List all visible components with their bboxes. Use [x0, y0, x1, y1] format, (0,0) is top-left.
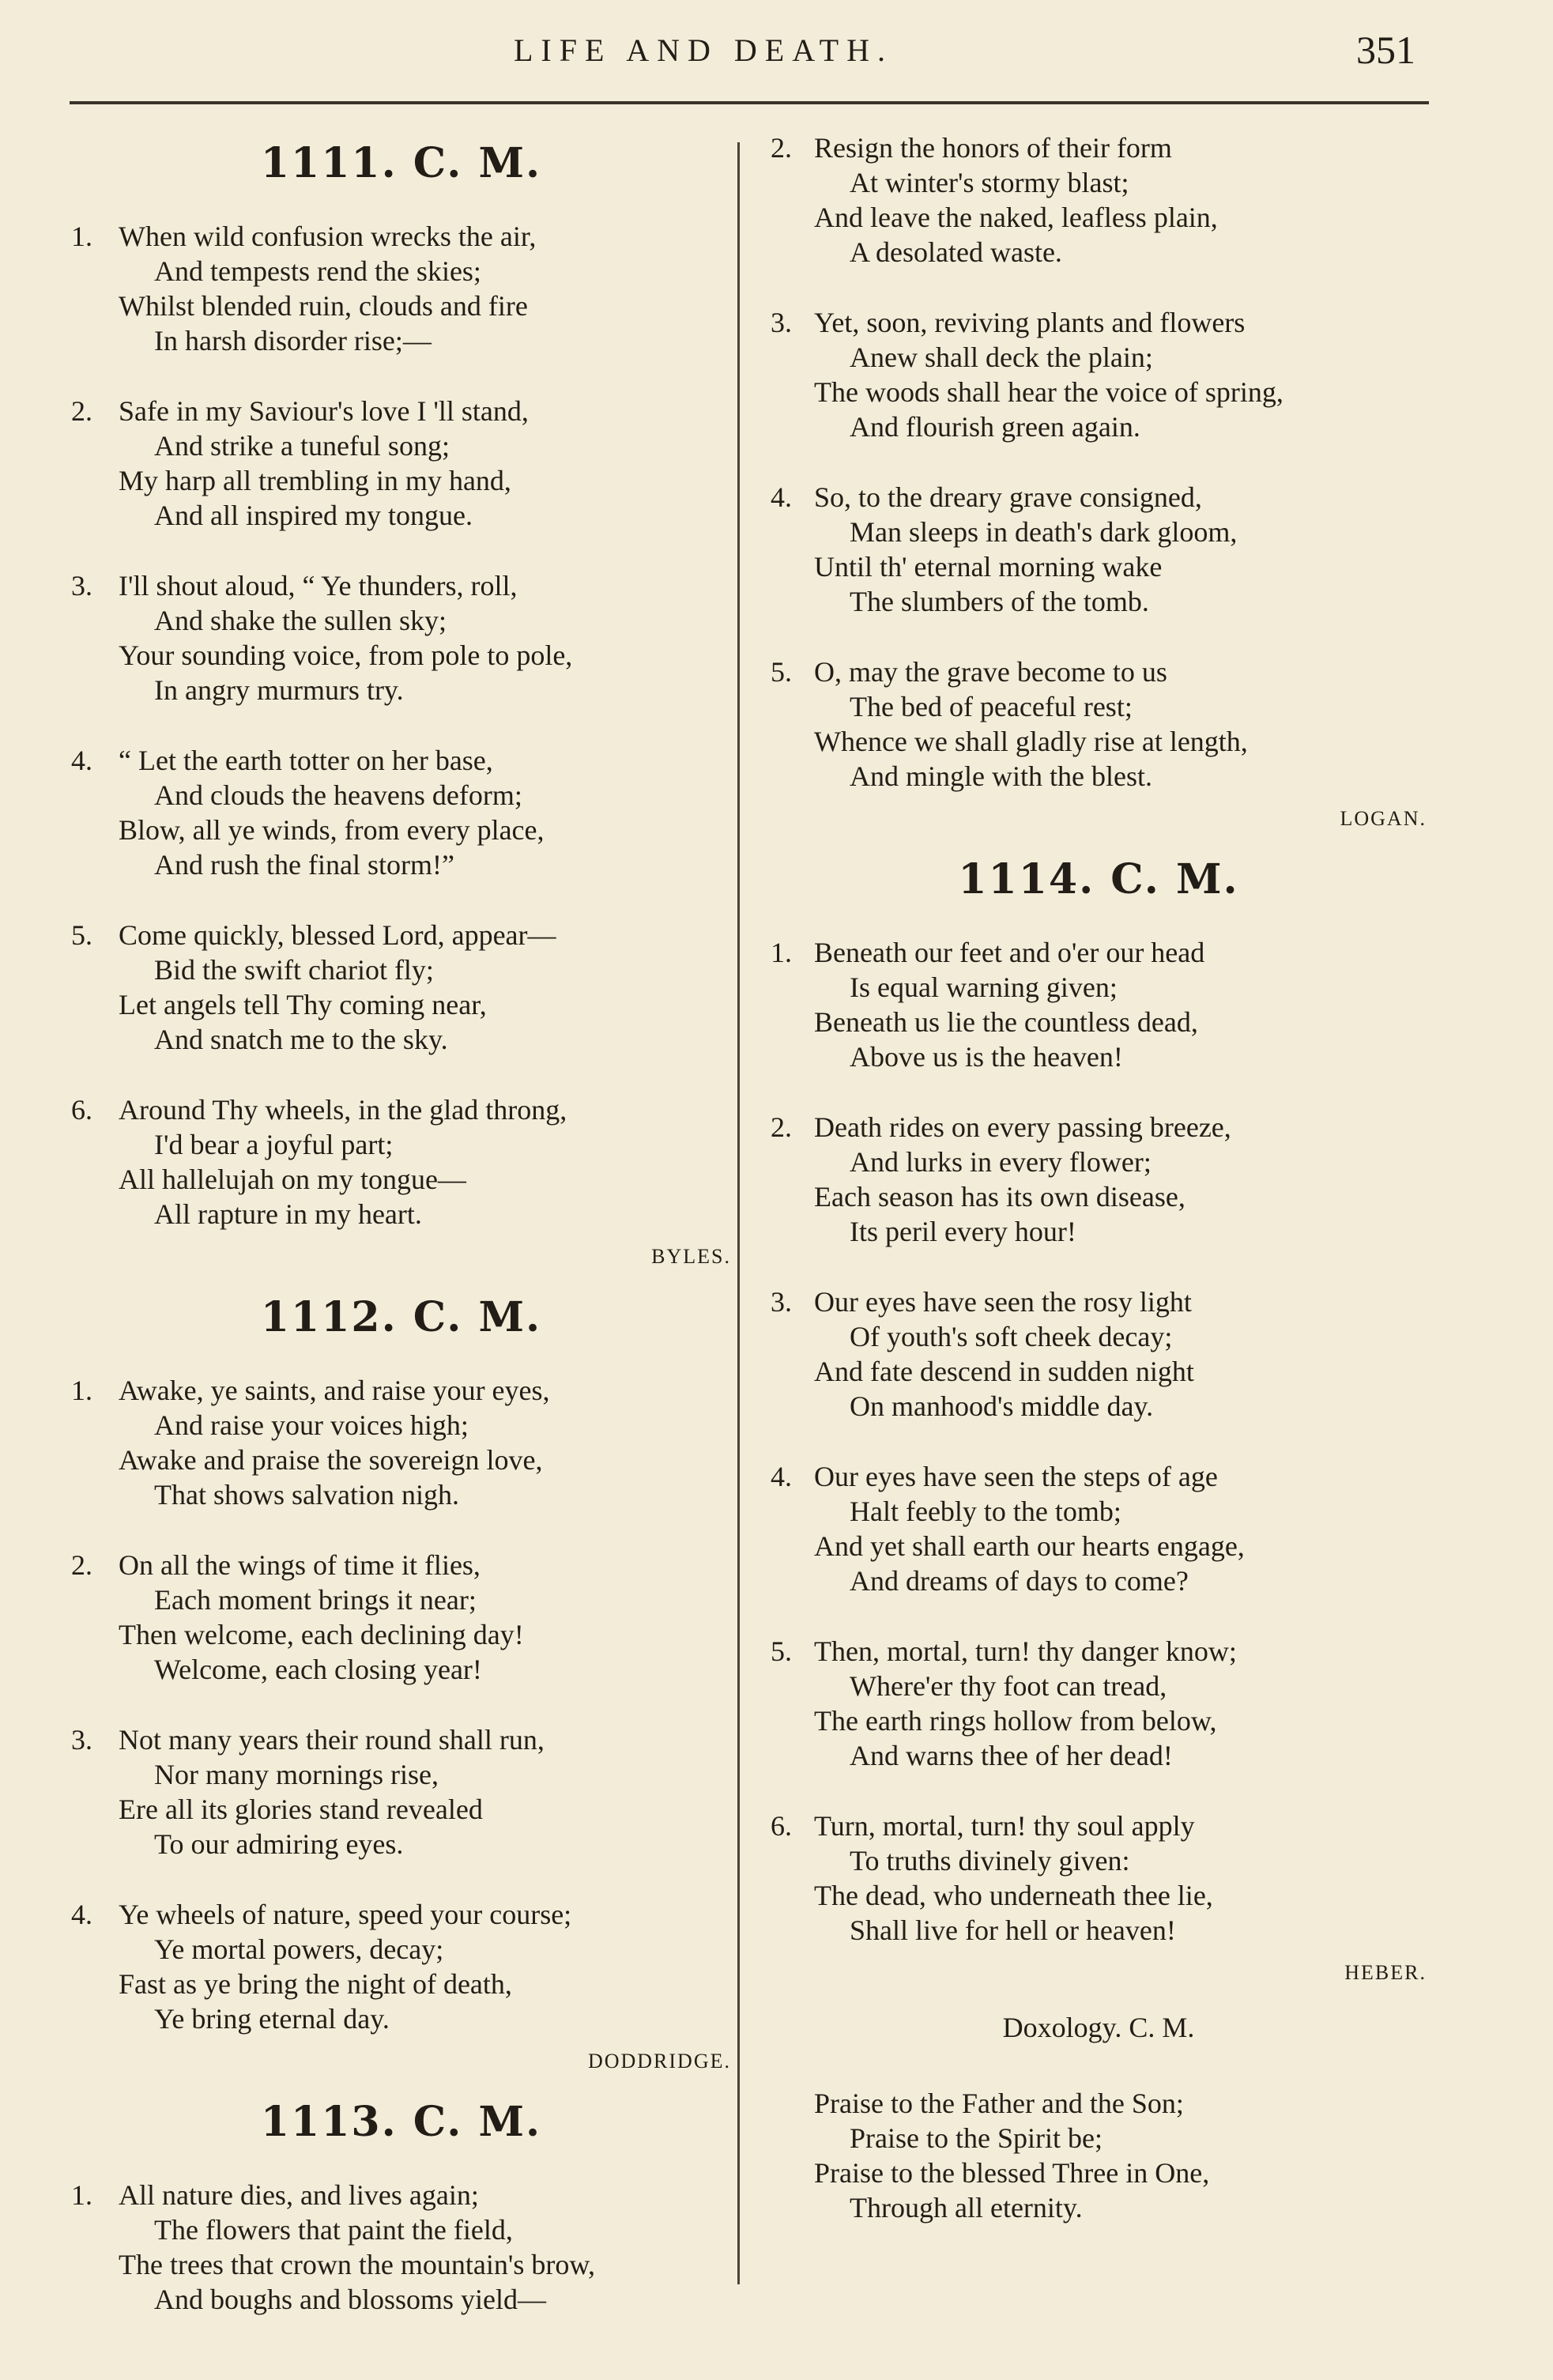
stanza	[71, 1722, 731, 1861]
verse-line: All rapture in my heart.	[154, 1198, 422, 1230]
verse-line: And warns thee of her dead!	[850, 1740, 1173, 1771]
verse-line: To our admiring eyes.	[154, 1828, 404, 1860]
verse-line: Ye mortal powers, decay;	[154, 1933, 444, 1965]
verse-line: And fate descend in sudden night	[814, 1356, 1194, 1387]
stanza	[771, 1284, 1427, 1424]
stanza-number: 5.	[771, 656, 792, 688]
verse-line: Death rides on every passing breeze,	[814, 1111, 1231, 1143]
stanza-number: 5.	[71, 919, 92, 951]
verse-line: Let angels tell Thy coming near,	[119, 989, 487, 1020]
verse-line: And leave the naked, leafless plain,	[814, 202, 1218, 233]
verse-line: And yet shall earth our hearts engage,	[814, 1530, 1245, 1562]
stanza-number: 2.	[71, 1549, 92, 1581]
stanza-number: 4.	[71, 1899, 92, 1930]
running-head: LIFE AND DEATH.	[514, 32, 893, 68]
verse-line: In harsh disorder rise;—	[154, 325, 432, 356]
hymn-title: 1113. C. M.	[260, 2098, 542, 2146]
verse-line: Above us is the heaven!	[850, 1041, 1123, 1073]
right-column	[771, 130, 1427, 2225]
stanza-number: 1.	[771, 937, 792, 968]
verse-line: Blow, all ye winds, from every place,	[119, 814, 545, 846]
verse-line: Turn, mortal, turn! thy soul apply	[814, 1810, 1195, 1842]
verse-line: My harp all trembling in my hand,	[119, 465, 511, 496]
stanza	[71, 568, 731, 707]
verse-line: Awake, ye saints, and raise your eyes,	[119, 1375, 550, 1406]
verse-line: And tempests rend the skies;	[154, 255, 481, 287]
stanza	[71, 1373, 731, 1512]
stanza	[771, 1809, 1427, 1948]
doxology-line: Praise to the Spirit be;	[850, 2122, 1103, 2154]
verse-line: And mingle with the blest.	[850, 760, 1152, 792]
verse-line: All hallelujah on my tongue—	[119, 1164, 466, 1195]
verse-line: Awake and praise the sovereign love,	[119, 1444, 543, 1476]
doxology	[771, 2010, 1427, 2225]
verse-line: Our eyes have seen the rosy light	[814, 1286, 1192, 1318]
hymn-title: 1112. C. M.	[260, 1293, 542, 1341]
hymn-title: 1111. C. M.	[260, 139, 542, 187]
stanza-number: 2.	[771, 132, 792, 164]
verse-line: Safe in my Saviour's love I 'll stand,	[119, 395, 529, 427]
verse-line: Is equal warning given;	[850, 971, 1118, 1003]
verse-line: To truths divinely given:	[850, 1845, 1130, 1876]
verse-line: And strike a tuneful song;	[154, 430, 450, 462]
verse-line: Ere all its glories stand revealed	[119, 1793, 483, 1825]
verse-line: The woods shall hear the voice of spring,	[814, 376, 1283, 408]
verse-line: On all the wings of time it flies,	[119, 1549, 481, 1581]
stanza	[71, 2178, 731, 2317]
hymn-author: BYLES.	[651, 1245, 731, 1268]
doxology-line: Praise to the blessed Three in One,	[814, 2157, 1210, 2189]
verse-line: Whence we shall gladly rise at length,	[814, 726, 1248, 757]
stanza-number: 3.	[71, 570, 92, 602]
verse-line: In angry murmurs try.	[154, 674, 404, 706]
stanza	[71, 219, 731, 358]
verse-line: Ye bring eternal day.	[154, 2003, 390, 2035]
verse-line: That shows salvation nigh.	[154, 1479, 459, 1511]
stanza	[771, 1634, 1427, 1773]
verse-line: Our eyes have seen the steps of age	[814, 1461, 1218, 1492]
header-rule	[70, 101, 1429, 104]
doxology-line: Through all eternity.	[850, 2192, 1083, 2223]
verse-line: All nature dies, and lives again;	[119, 2179, 479, 2211]
hymn	[771, 856, 1427, 1986]
verse-line: Each season has its own disease,	[814, 1181, 1185, 1213]
verse-line: Come quickly, blessed Lord, appear—	[119, 919, 556, 951]
verse-line: Shall live for hell or heaven!	[850, 1914, 1176, 1946]
stanza	[771, 935, 1427, 1074]
verse-line: And flourish green again.	[850, 411, 1140, 443]
verse-line: Beneath us lie the countless dead,	[814, 1006, 1198, 1038]
verse-line: And rush the final storm!”	[154, 849, 454, 881]
verse-line: Halt feebly to the tomb;	[850, 1496, 1121, 1527]
verse-line: Yet, soon, reviving plants and flowers	[814, 307, 1246, 338]
verse-line: The flowers that paint the field,	[154, 2214, 513, 2246]
verse-line: On manhood's middle day.	[850, 1390, 1154, 1422]
stanza-number: 6.	[771, 1810, 792, 1842]
verse-line: Not many years their round shall run,	[119, 1724, 545, 1756]
verse-line: The dead, who underneath thee lie,	[814, 1880, 1213, 1911]
verse-line: Man sleeps in death's dark gloom,	[850, 516, 1238, 548]
verse-line: And dreams of days to come?	[850, 1565, 1189, 1597]
stanza-number: 5.	[771, 1635, 792, 1667]
doxology-line: Praise to the Father and the Son;	[814, 2088, 1184, 2119]
stanza	[71, 1092, 731, 1231]
verse-line: Fast as ye bring the night of death,	[119, 1968, 512, 2000]
stanza-number: 2.	[71, 395, 92, 427]
page-number: 351	[1356, 28, 1415, 72]
verse-line: Ye wheels of nature, speed your course;	[119, 1899, 572, 1930]
verse-line: The bed of peaceful rest;	[850, 691, 1133, 722]
stanza	[771, 1110, 1427, 1249]
verse-line: Whilst blended ruin, clouds and fire	[119, 290, 528, 322]
verse-line: So, to the dreary grave consigned,	[814, 481, 1202, 513]
verse-line: Nor many mornings rise,	[154, 1759, 439, 1790]
hymn-author: LOGAN.	[1340, 807, 1427, 830]
verse-line: And boughs and blossoms yield—	[154, 2284, 547, 2315]
hymn-title: 1114. C. M.	[958, 855, 1239, 903]
hymn-author: HEBER.	[1344, 1961, 1427, 1984]
stanza-number: 2.	[771, 1111, 792, 1143]
verse-line: And shake the sullen sky;	[154, 605, 447, 636]
verse-line: And snatch me to the sky.	[154, 1024, 448, 1055]
verse-line: Until th' eternal morning wake	[814, 551, 1163, 583]
verse-line: Then, mortal, turn! thy danger know;	[814, 1635, 1237, 1667]
verse-line: Each moment brings it near;	[154, 1584, 477, 1616]
hymn	[71, 1294, 731, 2075]
stanza	[71, 1548, 731, 1687]
stanza	[771, 480, 1427, 619]
verse-line: And lurks in every flower;	[850, 1146, 1152, 1178]
verse-line: I'll shout aloud, “ Ye thunders, roll,	[119, 570, 518, 602]
stanza-number: 3.	[71, 1724, 92, 1756]
stanza	[771, 1459, 1427, 1598]
verse-line: “ Let the earth totter on her base,	[119, 745, 493, 776]
stanza-number: 6.	[71, 1094, 92, 1126]
stanza-number: 4.	[771, 481, 792, 513]
verse-line: Resign the honors of their form	[814, 132, 1172, 164]
stanza-number: 3.	[771, 307, 792, 338]
verse-line: And clouds the heavens deform;	[154, 779, 522, 811]
verse-line: At winter's stormy blast;	[850, 167, 1129, 198]
stanza	[71, 918, 731, 1057]
verse-line: O, may the grave become to us	[814, 656, 1167, 688]
verse-line: Bid the swift chariot fly;	[154, 954, 434, 986]
stanza	[771, 654, 1427, 794]
stanza	[71, 394, 731, 533]
verse-line: Your sounding voice, from pole to pole,	[119, 639, 573, 671]
verse-line: The trees that crown the mountain's brow,	[119, 2249, 595, 2280]
verse-line: When wild confusion wrecks the air,	[119, 221, 537, 252]
verse-line: Beneath our feet and o'er our head	[814, 937, 1205, 968]
verse-line: And all inspired my tongue.	[154, 500, 473, 531]
stanza	[71, 743, 731, 882]
verse-line: And raise your voices high;	[154, 1409, 469, 1441]
verse-line: Where'er thy foot can tread,	[850, 1670, 1167, 1702]
column-divider	[737, 142, 740, 2284]
verse-line: Around Thy wheels, in the glad throng,	[119, 1094, 567, 1126]
stanza-number: 1.	[71, 2179, 92, 2211]
hymn	[71, 2099, 731, 2317]
stanza-number: 1.	[71, 1375, 92, 1406]
verse-line: Then welcome, each declining day!	[119, 1619, 524, 1650]
verse-line: Of youth's soft cheek decay;	[850, 1321, 1173, 1352]
verse-line: The earth rings hollow from below,	[814, 1705, 1217, 1737]
stanza-number: 4.	[771, 1461, 792, 1492]
verse-line: Its peril every hour!	[850, 1216, 1076, 1247]
verse-line: The slumbers of the tomb.	[850, 586, 1149, 617]
verse-line: Anew shall deck the plain;	[850, 341, 1153, 373]
stanza	[771, 305, 1427, 444]
stanza	[71, 1897, 731, 2036]
stanza	[771, 130, 1427, 270]
left-column	[71, 130, 731, 2352]
stanza-number: 4.	[71, 745, 92, 776]
verse-line: Welcome, each closing year!	[154, 1654, 482, 1685]
hymn	[771, 130, 1427, 832]
doxology-title: Doxology. C. M.	[1002, 2012, 1195, 2043]
verse-line: A desolated waste.	[850, 236, 1062, 268]
stanza-number: 3.	[771, 1286, 792, 1318]
hymn	[71, 140, 731, 1270]
hymn-author: DODDRIDGE.	[587, 2050, 731, 2073]
verse-line: I'd bear a joyful part;	[154, 1129, 394, 1160]
stanza-number: 1.	[71, 221, 92, 252]
